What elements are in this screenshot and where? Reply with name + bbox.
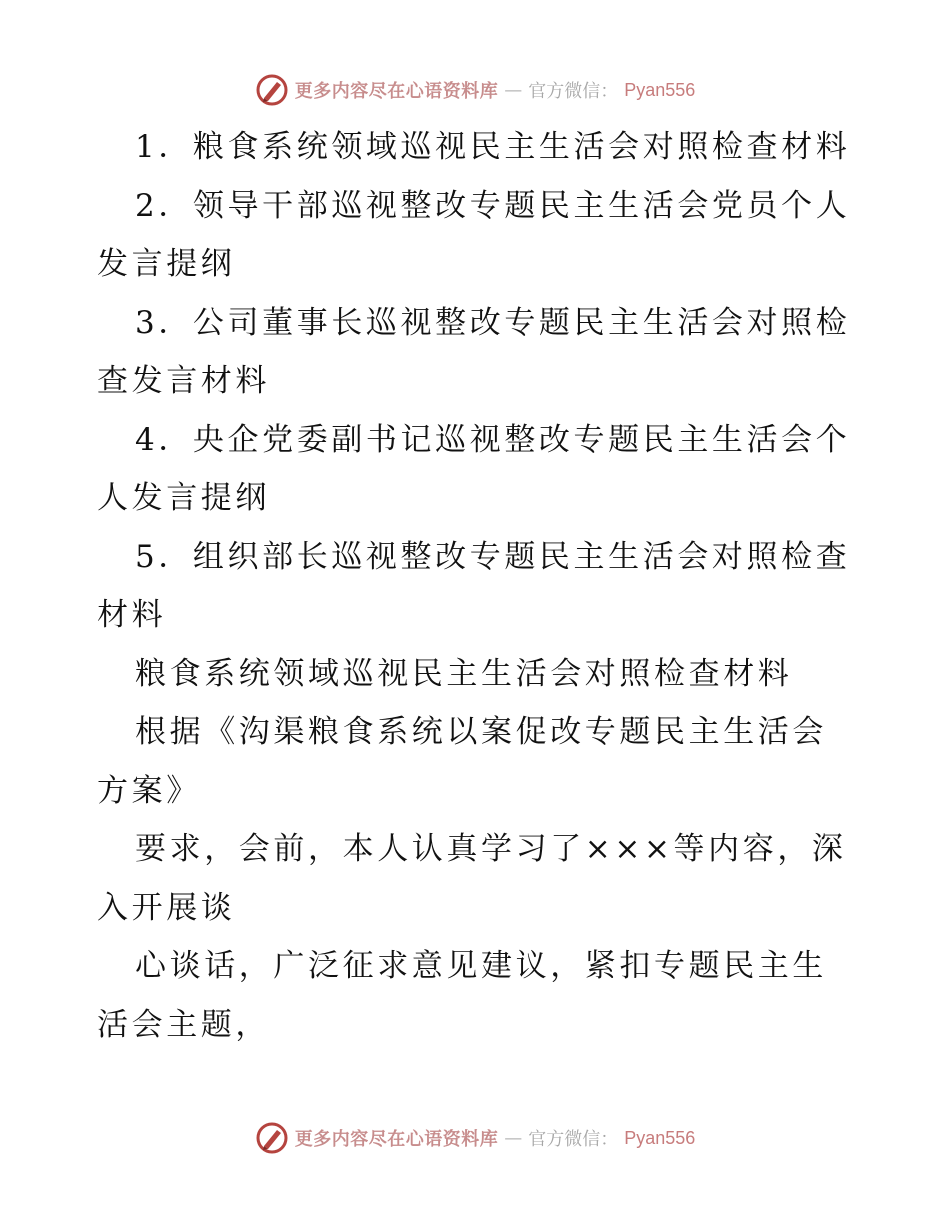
pen-logo-icon	[255, 73, 289, 107]
watermark-brand: 更多内容尽在心语资料库	[294, 1129, 499, 1150]
paragraph: 粮食系统领域巡视民主生活会对照检查材料	[135, 655, 793, 692]
watermark-wechat-label: 官方微信：	[528, 81, 619, 102]
watermark-wechat-id: Pyan556	[624, 1127, 696, 1148]
paragraph: 根据《沟渠粮食系统以案促改专题民主生活会方案》	[97, 714, 827, 809]
paragraph: 1．粮食系统领域巡视民主生活会对照检查材料	[135, 129, 851, 165]
watermark-wechat-id: Pyan556	[624, 79, 696, 100]
watermark-separator: —	[504, 79, 523, 101]
paragraph: 5．组织部长巡视整改专题民主生活会对照检查材料	[97, 538, 851, 633]
paragraph: 心谈话，广泛征求意见建议，紧扣专题民主生活会主题，	[97, 948, 827, 1043]
watermark-wechat-label: 官方微信：	[528, 1129, 619, 1150]
watermark-separator: —	[504, 1127, 523, 1149]
document-body	[97, 118, 857, 1054]
paragraph: 4．央企党委副书记巡视整改专题民主生活会个人发言提纲	[97, 421, 851, 516]
footer-watermark	[0, 1118, 950, 1158]
paragraph: 3．公司董事长巡视整改专题民主生活会对照检查发言材料	[97, 304, 851, 399]
watermark-brand: 更多内容尽在心语资料库	[294, 81, 499, 102]
paragraph: 2．领导干部巡视整改专题民主生活会党员个人发言提纲	[97, 187, 851, 282]
header-watermark	[0, 70, 950, 110]
pen-logo-icon	[255, 1121, 289, 1155]
paragraph: 要求，会前，本人认真学习了×××等内容，深入开展谈	[97, 831, 847, 926]
